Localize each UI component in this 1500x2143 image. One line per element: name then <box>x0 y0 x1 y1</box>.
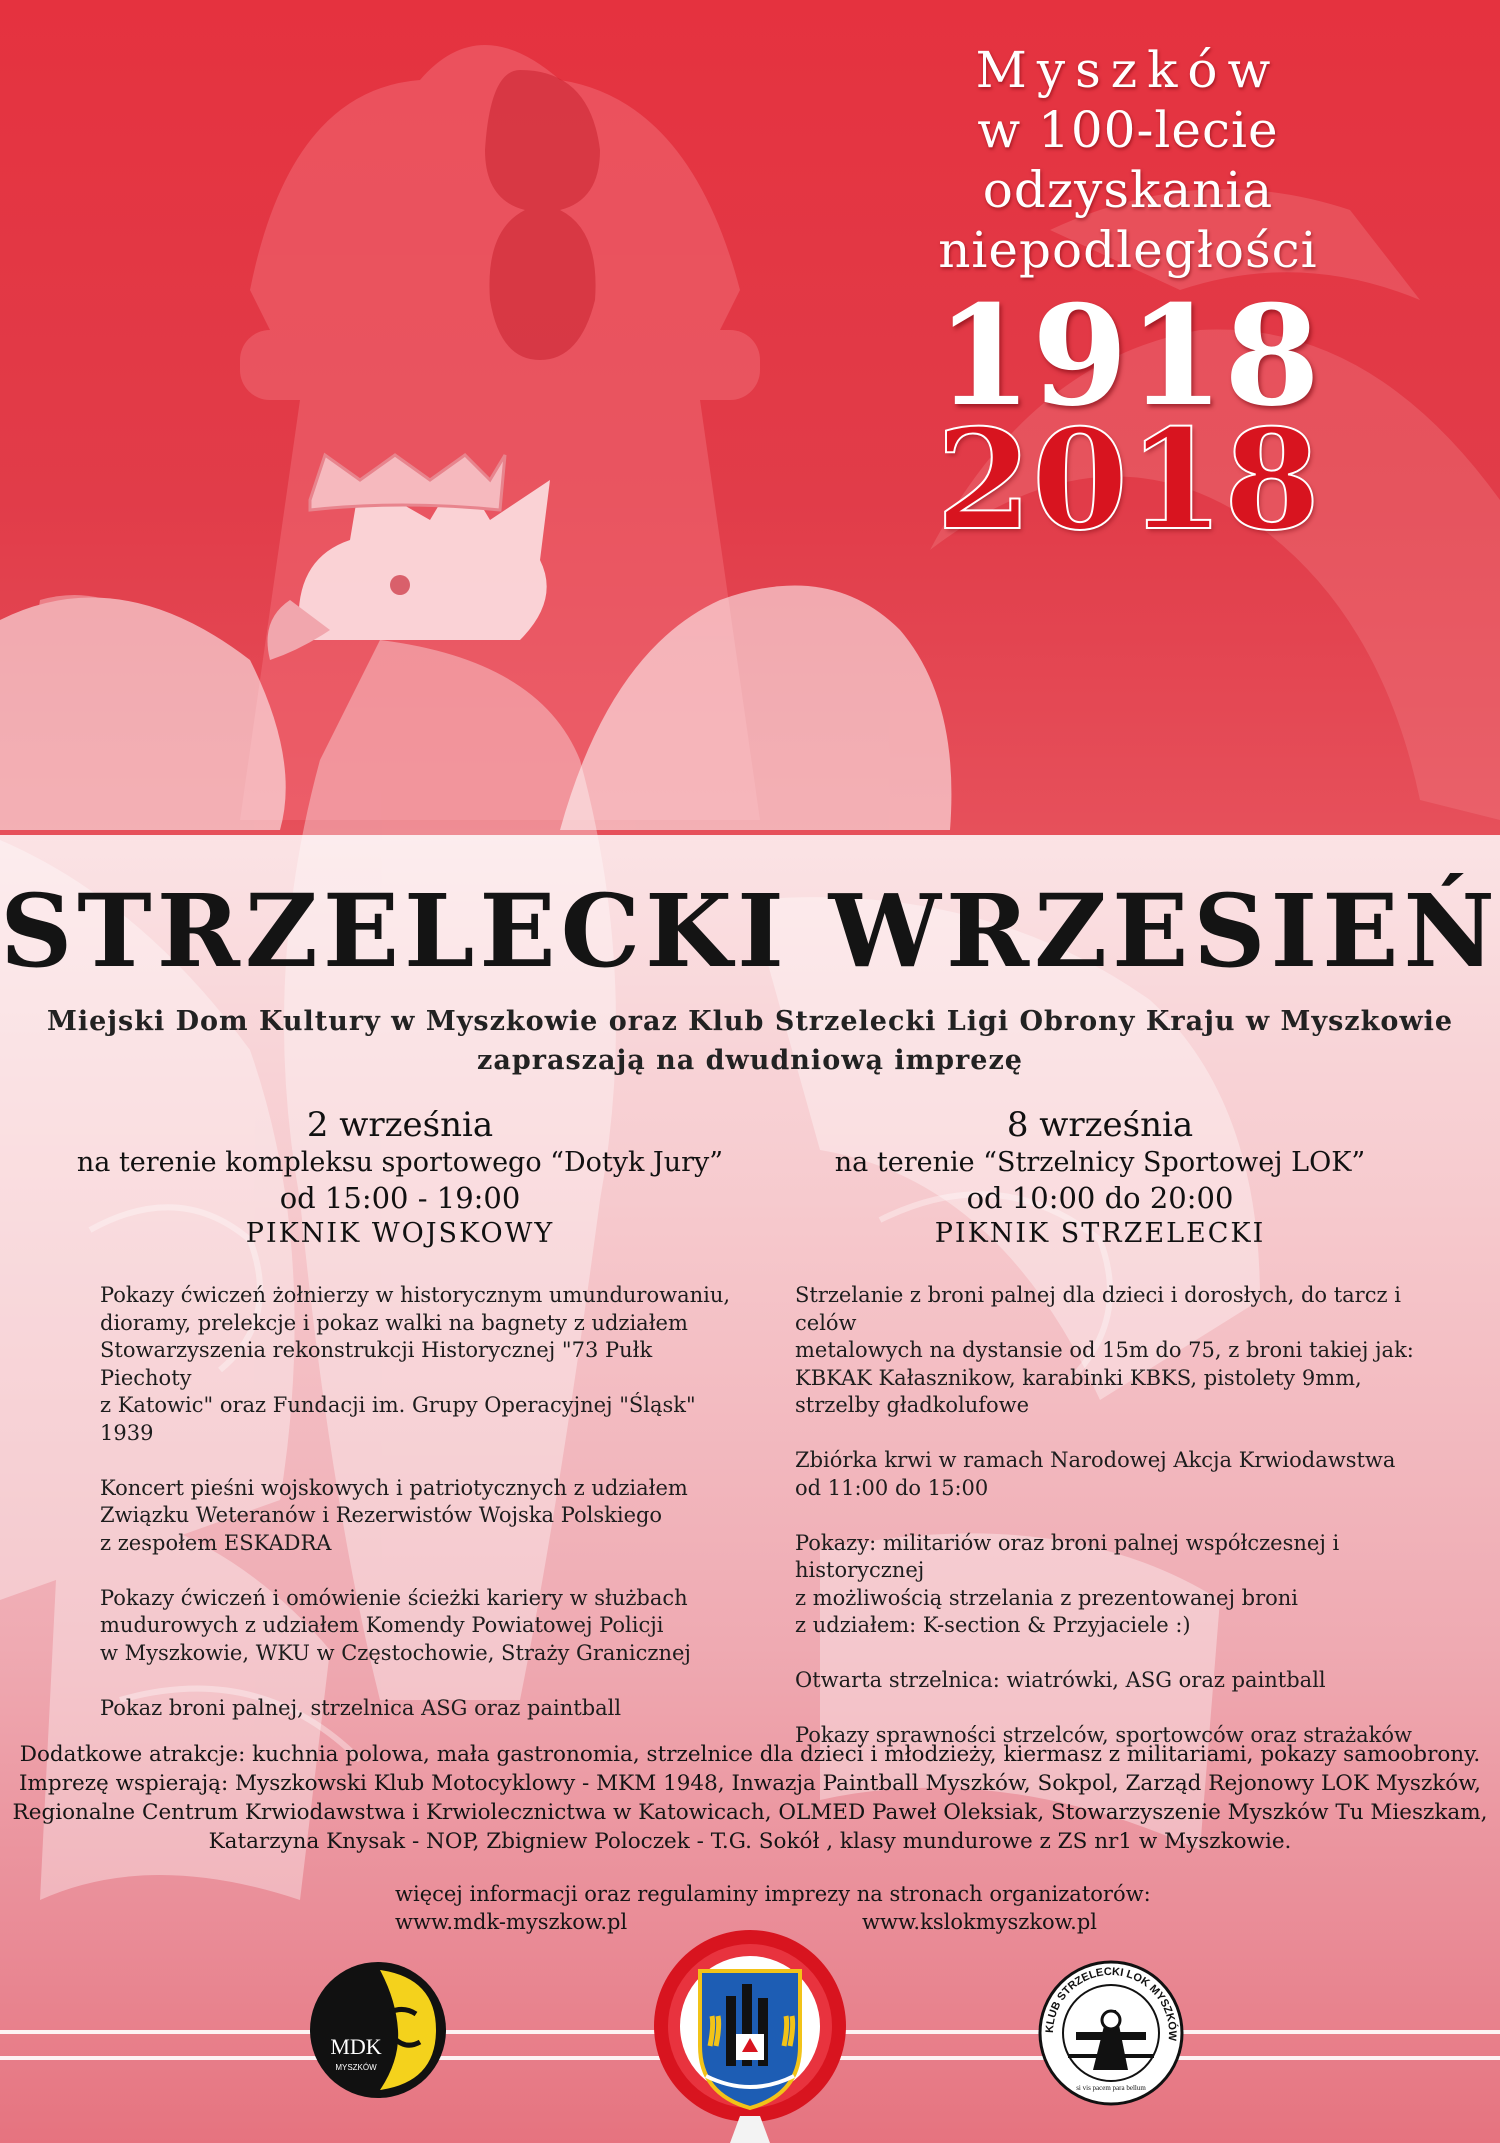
mdk-logo-text: MDK <box>330 2034 382 2059</box>
sponsors-block <box>0 1740 1500 1856</box>
day2-heading <box>760 1106 1440 1252</box>
day1-program-item: Pokaz broni palnej, strzelnica ASG oraz paintball <box>100 1695 622 1720</box>
day1-program-item: Pokazy ćwiczeń i omówienie ścieżki kariery w służbach mudurowych z udziałem Komendy Powiatowej Policji w Myszkowie, WKU w Częstochowie, Straży Granicznej <box>100 1585 691 1665</box>
day2-program-item: Zbiórka krwi w ramach Narodowej Akcja Krwiodawstwa od 11:00 do 15:00 <box>795 1448 1396 1500</box>
lok-logo-ring-text: KLUB STRZELECKI LOK MYSZKÓW <box>1043 1965 1179 2042</box>
header-line-4: niepodległości <box>938 221 1318 279</box>
sponsors-line: Imprezę wspierają: Myszkowski Klub Motocyklowy - MKM 1948, Inwazja Paintball Myszków, Sokpol, Zarząd Rejonowy LOK Myszków, <box>19 1771 1481 1796</box>
header-line-1: Myszków <box>975 41 1281 99</box>
header-line-2: w 100-lecie <box>977 101 1279 159</box>
day2-place: na terenie “Strzelnicy Sportowej LOK” <box>834 1147 1366 1178</box>
sponsors-line: Katarzyna Knysak - NOP, Zbigniew Poloczek - T.G. Sokół , klasy mundurowe z ZS nr1 w Myszkowie. <box>208 1829 1292 1854</box>
myszkow-coat-of-arms <box>650 1926 850 2143</box>
day2-program-item: Pokazy: militariów oraz broni palnej współczesnej i historycznej z możliwością strzelania z prezentowanej broni z udziałem: K-section & Przyjaciele :) <box>795 1530 1340 1637</box>
extra-attractions-line: Dodatkowe atrakcje: kuchnia polowa, mała gastronomia, strzelnice dla dzieci i młodzieży, kiermasz z militariami, pokazy samoobrony. <box>19 1742 1481 1767</box>
more-info-text: więcej informacji oraz regulaminy imprezy na stronach organizatorów: <box>395 1882 1151 1906</box>
day1-program-item: Pokazy ćwiczeń żołnierzy w historycznym umundurowaniu, dioramy, prelekcje i pokaz walki na bagnety z udziałem Stowarzyszenia rekonstrukcji Historycznej "73 Pułk Piechoty z Katowic" oraz Fundacji im. Grupy Operacyjnej "Śląsk" 1939 <box>100 1283 731 1445</box>
header-line-3: odzyskania <box>982 161 1274 219</box>
day1-program <box>100 1282 740 1750</box>
year-start: 1918 <box>935 274 1320 437</box>
lok-website-link[interactable]: www.kslokmyszkow.pl <box>862 1910 1097 1934</box>
event-title: STRZELECKI WRZESIEŃ <box>0 872 1500 990</box>
organizers-line: Miejski Dom Kultury w Myszkowie oraz Klub Strzelecki Ligi Obrony Kraju w Myszkowie <box>46 1006 1454 1037</box>
anniversary-header <box>935 40 1320 561</box>
mdk-logo <box>308 1960 448 2100</box>
lok-logo-motto: si vis pacem para bellum <box>1076 2084 1146 2092</box>
invitation-line: zapraszają na dwudniową imprezę <box>477 1045 1023 1076</box>
day2-program-item: Strzelanie z broni palnej dla dzieci i dorosłych, do tarcz i celów metalowych na dystansie od 15m do 75, z broni takiej jak: KBKAK Kałasznikow, karabinki KBKS, pistolety 9mm, strzelby gładkolufowe <box>795 1283 1414 1417</box>
day1-hours: od 15:00 - 19:00 <box>279 1181 521 1215</box>
day2-program-item: Pokazy sprawności strzelców, sportowców oraz strażaków <box>795 1723 1412 1747</box>
day2-event-name: PIKNIK STRZELECKI <box>934 1218 1266 1249</box>
year-end: 2018 <box>935 398 1320 561</box>
day1-program-item: Koncert pieśni wojskowych i patriotycznych z udziałem Związku Weteranów i Rezerwistów Wojska Polskiego z zespołem ESKADRA <box>100 1475 688 1555</box>
day1-event-name: PIKNIK WOJSKOWY <box>245 1218 555 1249</box>
lok-club-logo <box>1038 1960 1184 2106</box>
day1-heading <box>60 1106 740 1252</box>
day2-program <box>795 1282 1455 1777</box>
day2-program-item: Otwarta strzelnica: wiatrówki, ASG oraz paintball <box>795 1668 1326 1692</box>
sponsors-line: Regionalne Centrum Krwiodawstwa i Krwiolecznictwa w Katowicach, OLMED Paweł Oleksiak, Stowarzyszenie Myszków Tu Mieszkam, <box>12 1800 1488 1825</box>
eagle-wing-left <box>0 595 286 830</box>
day1-place: na terenie kompleksu sportowego “Dotyk Jury” <box>76 1147 724 1178</box>
day2-hours: od 10:00 do 20:00 <box>966 1181 1234 1215</box>
mdk-logo-subtext: MYSZKÓW <box>335 2063 377 2072</box>
mdk-website-link[interactable]: www.mdk-myszkow.pl <box>395 1910 628 1934</box>
day1-date: 2 września <box>306 1105 494 1145</box>
day2-date: 8 września <box>1006 1105 1194 1145</box>
